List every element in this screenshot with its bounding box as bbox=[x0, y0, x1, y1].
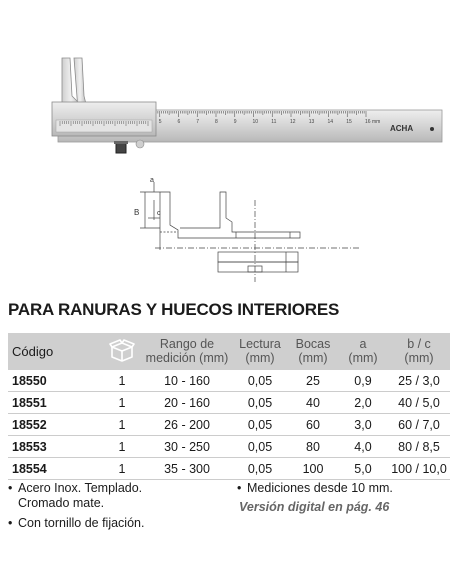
note-measure: Mediciones desde 10 mm. bbox=[247, 481, 393, 495]
scale-label: 16 mm bbox=[365, 119, 381, 125]
cell-bc: 60 / 7,0 bbox=[398, 418, 440, 432]
cell-code: 18550 bbox=[12, 374, 47, 388]
table-row bbox=[8, 414, 450, 436]
cell-range: 30 - 250 bbox=[164, 440, 210, 454]
scale-label: 11 bbox=[271, 119, 277, 125]
table-row bbox=[8, 436, 450, 458]
header-reading: Lectura (mm) bbox=[239, 337, 281, 365]
note-material: Acero Inox. Templado. bbox=[18, 481, 143, 495]
cell-code: 18554 bbox=[12, 462, 47, 476]
cell-range: 20 - 160 bbox=[164, 396, 210, 410]
note-screw: Con tornillo de fijación. bbox=[18, 516, 145, 530]
cell-range: 26 - 200 bbox=[164, 418, 210, 432]
header-range: Rango de medición (mm) bbox=[145, 337, 229, 365]
digital-version-link[interactable]: Versión digital en pág. 46 bbox=[239, 500, 390, 514]
cell-range: 35 - 300 bbox=[164, 462, 210, 476]
cell-reading: 0,05 bbox=[247, 418, 273, 432]
cell-bc: 25 / 3,0 bbox=[398, 374, 440, 388]
brand-logo: ACHA bbox=[390, 124, 414, 133]
cell-jaws: 100 bbox=[302, 462, 324, 476]
cell-jaws: 25 bbox=[306, 374, 320, 388]
cell-reading: 0,05 bbox=[247, 374, 273, 388]
cell-reading: 0,05 bbox=[247, 440, 273, 454]
header-code: Código bbox=[12, 344, 54, 359]
notes-left: • Acero Inox. Templado. Cromado mate. • Con tornillo de fijación. bbox=[8, 481, 145, 530]
scale-label: 15 bbox=[346, 119, 352, 125]
cell-qty: 1 bbox=[118, 396, 126, 410]
cell-bc: 100 / 10,0 bbox=[391, 462, 447, 476]
table-row bbox=[8, 392, 450, 414]
cell-a: 4,0 bbox=[354, 440, 372, 454]
technical-diagram bbox=[0, 170, 452, 290]
cell-qty: 1 bbox=[118, 440, 126, 454]
caliper-illustration bbox=[0, 0, 452, 165]
cell-jaws: 80 bbox=[306, 440, 320, 454]
cell-jaws: 40 bbox=[306, 396, 320, 410]
cell-code: 18551 bbox=[12, 396, 47, 410]
spec-table bbox=[8, 333, 450, 480]
cell-bc: 80 / 8,5 bbox=[398, 440, 440, 454]
scale-label: 14 bbox=[327, 119, 334, 125]
cell-qty: 1 bbox=[118, 374, 126, 388]
header-a: a (mm) bbox=[348, 337, 378, 365]
cell-a: 3,0 bbox=[354, 418, 372, 432]
cell-a: 0,9 bbox=[354, 374, 372, 388]
scale-label: 8 bbox=[215, 119, 218, 125]
table-header bbox=[8, 333, 450, 370]
table-row bbox=[8, 370, 450, 392]
diagram-label-c: c bbox=[157, 210, 161, 217]
cell-reading: 0,05 bbox=[247, 396, 273, 410]
table-row bbox=[8, 458, 450, 480]
scale-label: 10 bbox=[252, 119, 259, 125]
header-bc: b / c (mm) bbox=[404, 337, 434, 365]
cell-qty: 1 bbox=[118, 418, 126, 432]
diagram-label-a: a bbox=[150, 177, 154, 184]
cell-bc: 40 / 5,0 bbox=[398, 396, 440, 410]
scale-label: 9 bbox=[233, 119, 237, 125]
diagram-label-b: B bbox=[134, 208, 140, 217]
cell-qty: 1 bbox=[118, 462, 126, 476]
notes-right: • Mediciones desde 10 mm. Versión digital en pág. 46 bbox=[237, 481, 393, 514]
scale-label: 5 bbox=[158, 119, 162, 125]
cell-code: 18553 bbox=[12, 440, 47, 454]
locking-screw bbox=[116, 143, 126, 153]
header-jaws: Bocas (mm) bbox=[295, 337, 331, 365]
cell-reading: 0,05 bbox=[247, 462, 273, 476]
scale-label: 6 bbox=[177, 119, 181, 125]
scale-label: 7 bbox=[196, 119, 200, 125]
scale-label: 12 bbox=[290, 119, 296, 125]
cell-range: 10 - 160 bbox=[164, 374, 210, 388]
cell-code: 18552 bbox=[12, 418, 47, 432]
scale-label: 13 bbox=[308, 119, 315, 125]
section-title: PARA RANURAS Y HUECOS INTERIORES bbox=[8, 300, 340, 319]
box-icon bbox=[109, 338, 135, 367]
cell-a: 2,0 bbox=[354, 396, 372, 410]
note-finish: Cromado mate. bbox=[18, 496, 105, 510]
cell-jaws: 60 bbox=[306, 418, 320, 432]
cell-a: 5,0 bbox=[354, 462, 372, 476]
